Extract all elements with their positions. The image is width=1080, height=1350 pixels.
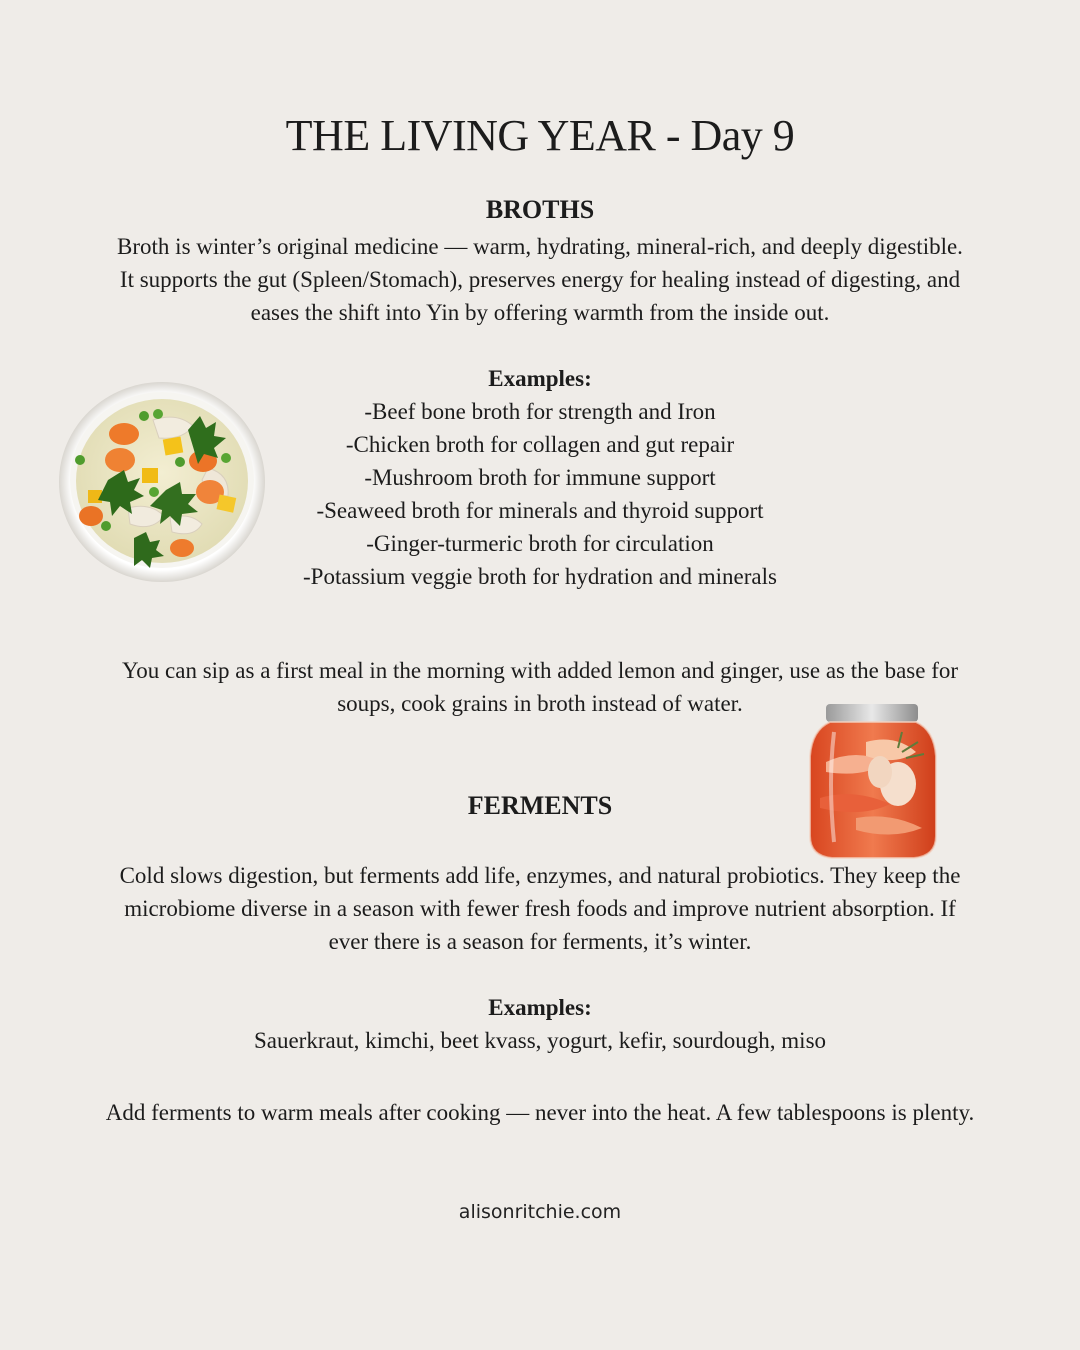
ferments-examples: Sauerkraut, kimchi, beet kvass, yogurt, kefir, sourdough, miso <box>253 1028 827 1053</box>
ferments-intro-line: ever there is a season for ferments, it’s winter. <box>328 929 752 954</box>
list-item: -Beef bone broth for strength and Iron <box>364 399 716 424</box>
broths-examples-label: Examples: <box>488 366 592 391</box>
ferments-intro-line: microbiome diverse in a season with fewer fresh foods and improve nutrient absorption. If <box>124 896 956 921</box>
broths-intro <box>70 230 1010 329</box>
soup-bowl-image <box>58 378 266 583</box>
broths-intro-line: It supports the gut (Spleen/Stomach), preserves energy for healing instead of digesting, and <box>119 267 961 292</box>
ferments-intro <box>70 859 1010 958</box>
broths-intro-line: eases the shift into Yin by offering warmth from the inside out. <box>250 300 830 325</box>
list-item: -Mushroom broth for immune support <box>364 465 716 490</box>
ferments-intro-line: Cold slows digestion, but ferments add life, enzymes, and natural probiotics. They keep the <box>119 863 961 888</box>
kimchi-jar-image <box>806 702 940 860</box>
list-item: -Ginger-turmeric broth for circulation <box>366 531 714 556</box>
broths-usage-line: soups, cook grains in broth instead of water. <box>337 691 743 716</box>
broths-usage-line: You can sip as a first meal in the morning with added lemon and ginger, use as the base for <box>121 658 959 683</box>
ferments-examples-label: Examples: <box>488 995 592 1020</box>
page-title: THE LIVING YEAR - Day 9 <box>285 111 795 160</box>
list-item: -Seaweed broth for minerals and thyroid support <box>316 498 764 523</box>
list-item: -Potassium veggie broth for hydration and minerals <box>303 564 777 589</box>
ferments-heading: FERMENTS <box>467 791 613 820</box>
ferments-tip: Add ferments to warm meals after cooking — never into the heat. A few tablespoons is plenty. <box>105 1100 975 1125</box>
footer-website: alisonritchie.com <box>458 1201 622 1223</box>
broths-heading: BROTHS <box>485 195 595 224</box>
broths-intro-line: Broth is winter’s original medicine — warm, hydrating, mineral-rich, and deeply digestible. <box>117 234 963 259</box>
list-item: -Chicken broth for collagen and gut repair <box>345 432 735 457</box>
